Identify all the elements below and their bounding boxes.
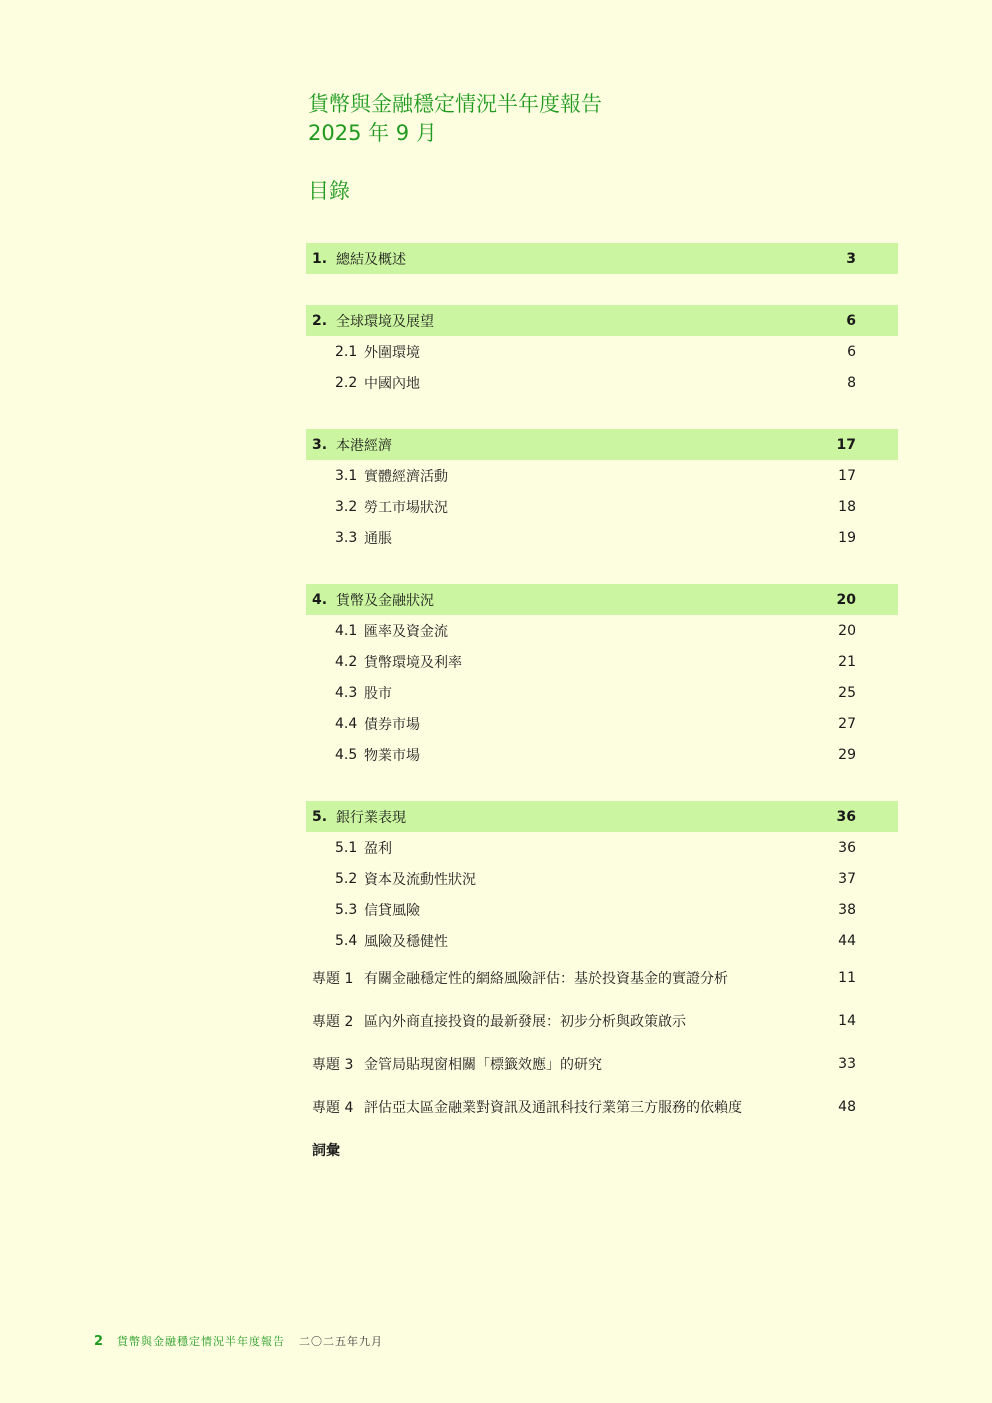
subsection-number: 4.4 [335,715,358,732]
feature-title: 有關金融穩定性的網絡風險評估：基於投資基金的實證分析 [364,970,728,987]
subsection-title: 通脹 [364,530,392,547]
subsection-page: 37 [838,870,856,887]
feature-page: 33 [838,1055,856,1072]
subsection-title: 外圍環境 [364,344,420,361]
subsection-page: 18 [838,498,856,515]
subsection-number: 3.1 [335,467,358,484]
report-title-line1: 貨幣與金融穩定情況半年度報告 [308,92,602,116]
subsection-title: 盈利 [364,840,392,857]
toc-section-5[interactable] [306,801,898,832]
toc-feature-3[interactable] [306,1042,898,1085]
report-title-line2: 2025 年 9 月 [308,121,437,145]
subsection-title: 信貸風險 [364,902,420,919]
toc-section-2[interactable] [306,305,898,336]
toc-glossary[interactable]: 詞彙 [312,1142,340,1159]
subsection-number: 2.1 [335,343,358,360]
feature-number: 專題 2 [312,1013,354,1030]
toc-subsection[interactable] [306,646,898,677]
toc-section-1[interactable] [306,243,898,274]
subsection-title: 中國內地 [364,375,420,392]
section-spacer [306,770,898,801]
feature-page: 48 [838,1098,856,1115]
subsection-page: 25 [838,684,856,701]
section-spacer [306,553,898,584]
toc-section-4[interactable] [306,584,898,615]
toc-subsection[interactable] [306,522,898,553]
subsection-number: 4.2 [335,653,358,670]
toc-subsection[interactable] [306,925,898,956]
section-title: 本港經濟 [336,437,392,454]
subsection-page: 17 [838,467,856,484]
subsection-page: 21 [838,653,856,670]
subsection-title: 貨幣環境及利率 [364,654,462,671]
feature-number: 專題 3 [312,1056,354,1073]
toc-subsection[interactable] [306,677,898,708]
section-title: 貨幣及金融狀況 [336,592,434,609]
toc-subsection[interactable] [306,367,898,398]
subsection-number: 4.3 [335,684,358,701]
subsection-number: 3.2 [335,498,358,515]
subsection-page: 27 [838,715,856,732]
subsection-title: 匯率及資金流 [364,623,448,640]
section-page: 17 [836,436,856,453]
toc-subsection[interactable] [306,863,898,894]
feature-number: 專題 4 [312,1099,354,1116]
feature-page: 14 [838,1012,856,1029]
footer-date: 二〇二五年九月 [299,1335,384,1348]
subsection-number: 5.4 [335,932,358,949]
feature-title: 評估亞太區金融業對資訊及通訊科技行業第三方服務的依賴度 [364,1099,742,1116]
section-page: 3 [846,250,856,267]
subsection-number: 3.3 [335,529,358,546]
feature-title: 金管局貼現窗相關「標籤效應」的研究 [364,1056,602,1073]
section-title: 總結及概述 [336,251,406,268]
subsection-number: 4.5 [335,746,358,763]
subsection-title: 物業市場 [364,747,420,764]
toc-subsection[interactable] [306,894,898,925]
subsection-title: 債券市場 [364,716,420,733]
subsection-page: 38 [838,901,856,918]
section-spacer [306,274,898,305]
section-number: 5. [312,808,328,825]
toc-heading: 目錄 [308,179,350,203]
subsection-title: 股市 [364,685,392,702]
subsection-page: 20 [838,622,856,639]
subsection-title: 資本及流動性狀況 [364,871,476,888]
subsection-number: 4.1 [335,622,358,639]
footer-page-number: 2 [94,1333,104,1349]
section-page: 6 [846,312,856,329]
section-number: 2. [312,312,328,329]
section-spacer [306,398,898,429]
subsection-page: 6 [847,343,856,360]
toc-subsection[interactable] [306,832,898,863]
feature-title: 區內外商直接投資的最新發展：初步分析與政策啟示 [364,1013,686,1030]
subsection-page: 19 [838,529,856,546]
table-of-contents [306,243,898,1171]
section-title: 全球環境及展望 [336,313,434,330]
section-number: 4. [312,591,328,608]
toc-feature-2[interactable] [306,999,898,1042]
subsection-number: 5.2 [335,870,358,887]
section-number: 1. [312,250,328,267]
subsection-page: 36 [838,839,856,856]
toc-section-3[interactable] [306,429,898,460]
toc-subsection[interactable] [306,336,898,367]
footer-title: 貨幣與金融穩定情況半年度報告 [117,1335,286,1348]
subsection-number: 5.1 [335,839,358,856]
report-title [308,90,602,148]
toc-feature-4[interactable] [306,1085,898,1128]
section-page: 36 [836,808,856,825]
toc-feature-1[interactable] [306,956,898,999]
subsection-number: 2.2 [335,374,358,391]
toc-subsection[interactable] [306,708,898,739]
subsection-title: 勞工市場狀況 [364,499,448,516]
feature-number: 專題 1 [312,970,354,987]
toc-subsection[interactable] [306,739,898,770]
subsection-title: 風險及穩健性 [364,933,448,950]
subsection-title: 實體經濟活動 [364,468,448,485]
toc-subsection[interactable] [306,491,898,522]
toc-subsection[interactable] [306,460,898,491]
section-page: 20 [836,591,856,608]
toc-subsection[interactable] [306,615,898,646]
section-title: 銀行業表現 [336,809,406,826]
section-number: 3. [312,436,328,453]
subsection-number: 5.3 [335,901,358,918]
feature-page: 11 [838,969,856,986]
subsection-page: 8 [847,374,856,391]
subsection-page: 29 [838,746,856,763]
page-footer [94,1333,383,1349]
subsection-page: 44 [838,932,856,949]
